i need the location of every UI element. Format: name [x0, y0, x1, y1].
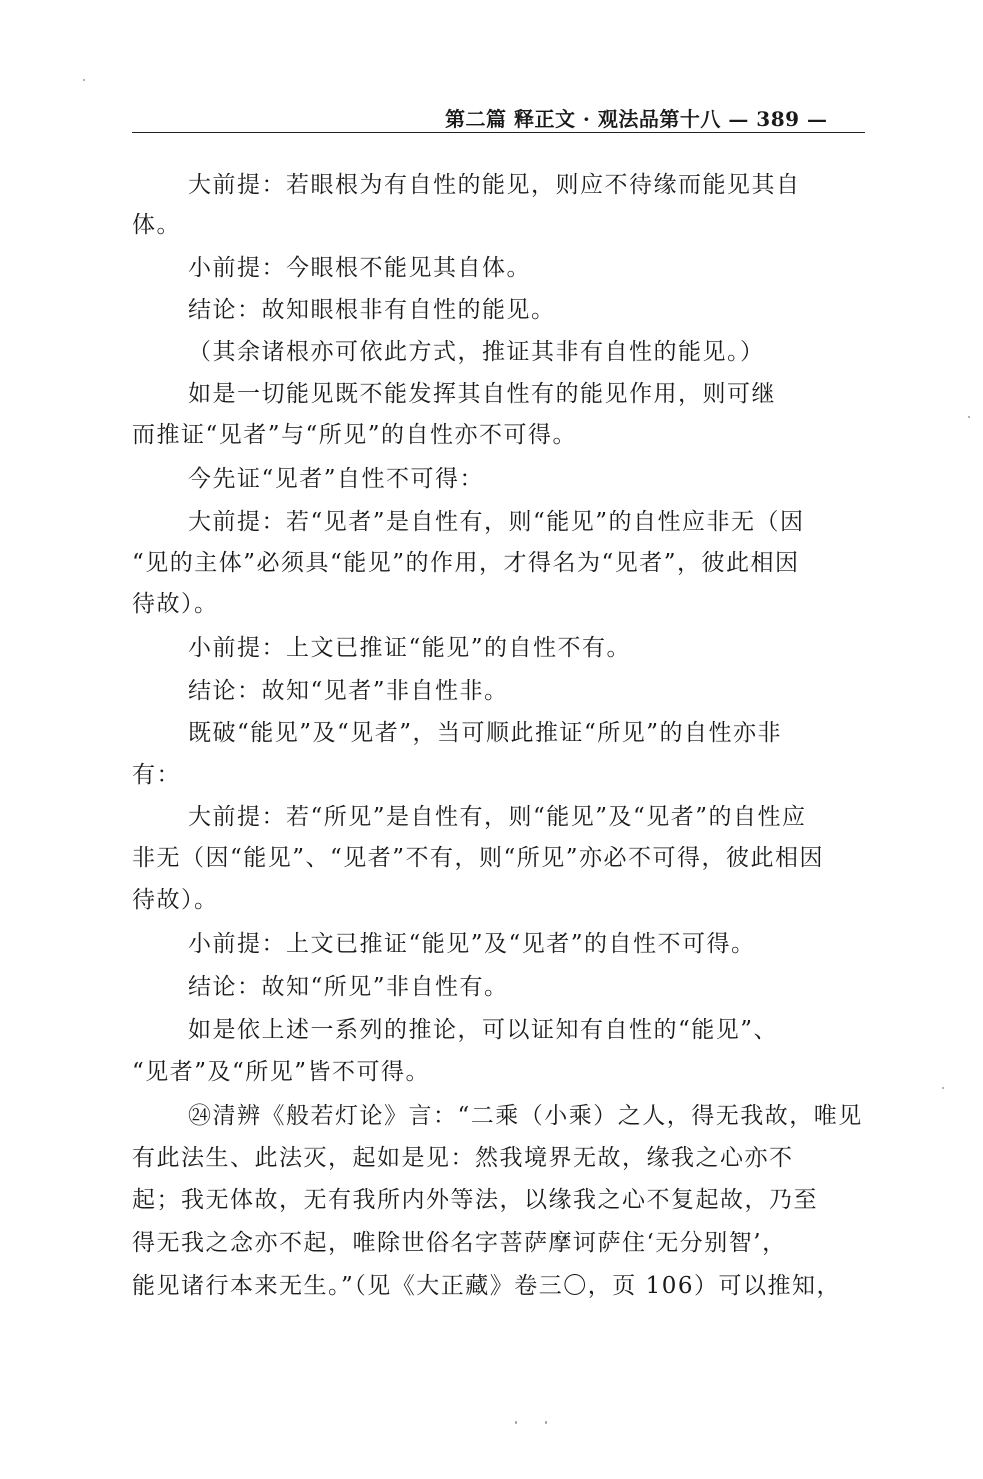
text-line: 既破“能见”及“见者”，当可顺此推证“所见”的自性亦非: [188, 720, 783, 746]
text-line: 体。: [132, 212, 181, 238]
text-line: 结论：故知眼根非有自性的能见。: [188, 297, 556, 323]
text-line: 得无我之念亦不起，唯除世俗名字菩萨摩诃萨住‘无分别智’，: [132, 1230, 787, 1256]
text-line: 能见诸行本来无生。”（见《大正藏》卷三〇，页 106）可以推知，: [132, 1273, 841, 1299]
text-line: 结论：故知“见者”非自性非。: [188, 678, 509, 704]
text-line: 小前提：上文已推证“能见”及“见者”的自性不可得。: [188, 931, 756, 957]
text-line: （其余诸根亦可依此方式，推证其非有自性的能见。）: [188, 339, 765, 365]
header-rule: [132, 132, 865, 133]
scan-speck: [968, 416, 970, 418]
text-line: “见者”及“所见”皆不可得。: [132, 1059, 431, 1085]
text-line: 大前提：若“见者”是自性有，则“能见”的自性应非无（因: [188, 509, 805, 535]
text-line: 待故）。: [132, 887, 219, 913]
text-line: 小前提：今眼根不能见其自体。: [188, 255, 531, 281]
scan-speck: [545, 1421, 547, 1424]
text-line: 待故）。: [132, 591, 219, 617]
text-line: 起；我无体故，无有我所内外等法，以缘我之心不复起故，乃至: [132, 1187, 818, 1213]
scan-speck: [83, 79, 85, 81]
text-line: 大前提：若“所见”是自性有，则“能见”及“见者”的自性应: [188, 804, 807, 830]
text-line: 非无（因“能见”、“见者”不有，则“所见”亦必不可得，彼此相因: [132, 845, 825, 871]
text-line: 结论：故知“所见”非自性有。: [188, 974, 509, 1000]
text-line: 大前提：若眼根为有自性的能见，则应不待缘而能见其自: [188, 172, 801, 198]
text-line: 今先证“见者”自性不可得：: [188, 466, 485, 492]
scan-speck: [515, 1421, 517, 1424]
text-line: 如是依上述一系列的推论，可以证知有自性的“能见”、: [188, 1017, 779, 1043]
scan-speck: [942, 1087, 944, 1089]
text-line: “见的主体”必须具“能见”的作用，才得名为“见者”，彼此相因: [132, 550, 800, 576]
text-line: ㉔清辨《般若灯论》言：“二乘（小乘）之人，得无我故，唯见: [188, 1103, 863, 1129]
text-line: 如是一切能见既不能发挥其自性有的能见作用，则可继: [188, 381, 776, 407]
text-line: 小前提：上文已推证“能见”的自性不有。: [188, 635, 632, 661]
text-line: 有：: [132, 762, 181, 788]
text-line: 有此法生、此法灭，起如是见：然我境界无故，缘我之心亦不: [132, 1145, 794, 1171]
running-header: 第二篇 释正文 · 观法品第十八 — 389 —: [445, 107, 828, 131]
text-line: 而推证“见者”与“所见”的自性亦不可得。: [132, 422, 578, 448]
